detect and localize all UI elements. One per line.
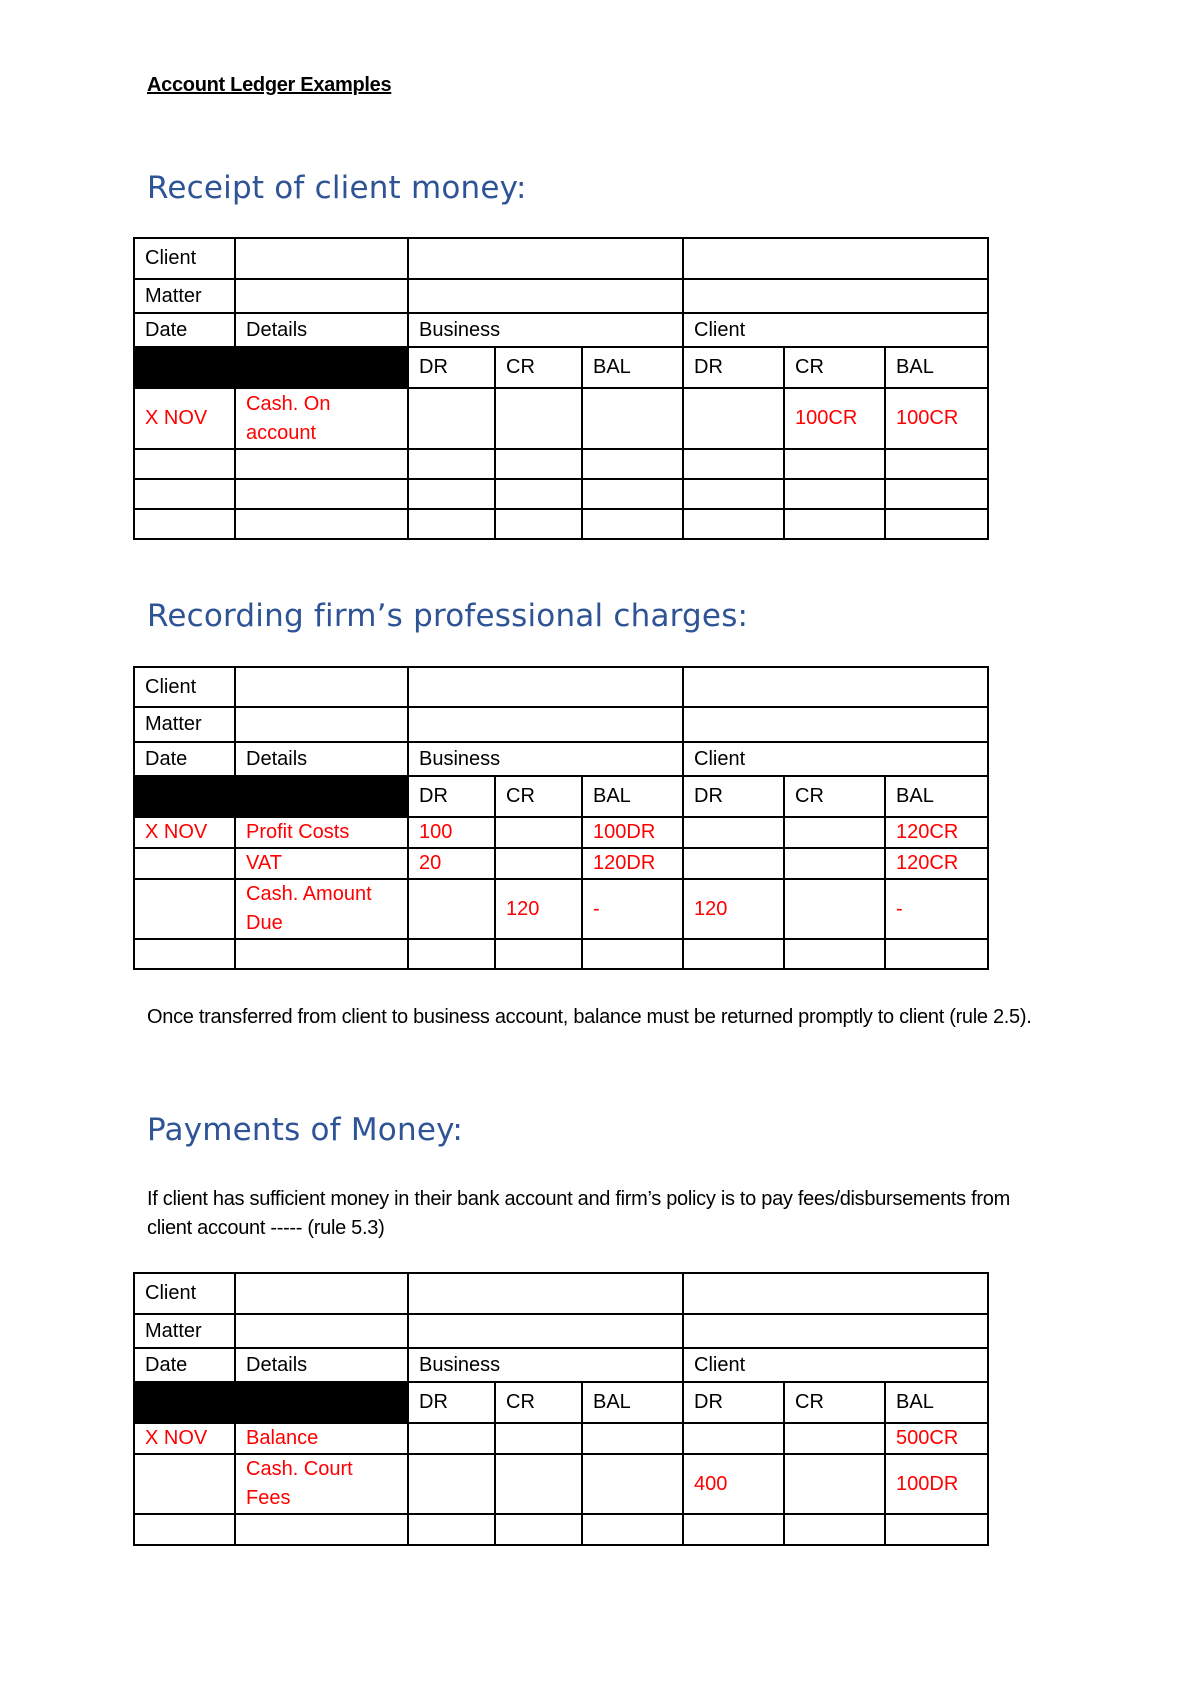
entry-details: Balance [235, 1423, 408, 1454]
matter-label: Matter [134, 279, 235, 313]
business-dr-header: DR [408, 347, 495, 388]
entry-business-cr [495, 1454, 582, 1514]
entry-business-bal: 120DR [582, 848, 683, 879]
entry-client-cr [784, 449, 885, 479]
matter-client-cell [683, 279, 988, 313]
ledger-table-receipt [133, 237, 989, 540]
entry-date: X NOV [134, 817, 235, 848]
client-dr-header: DR [683, 776, 784, 817]
entry-client-bal: - [885, 879, 988, 939]
entry-business-dr: 20 [408, 848, 495, 879]
entry-business-bal [582, 939, 683, 969]
ledger-row [134, 479, 988, 509]
client-group-header: Client [683, 1348, 988, 1382]
blacked-out-cell [235, 1382, 408, 1423]
entry-business-dr [408, 939, 495, 969]
entry-client-dr [683, 509, 784, 539]
entry-client-dr [683, 817, 784, 848]
entry-business-bal [582, 449, 683, 479]
section-heading-receipt: Receipt of client money: [147, 170, 527, 206]
client-group-header: Client [683, 313, 988, 347]
business-bal-header: BAL [582, 347, 683, 388]
blacked-out-cell [134, 347, 235, 388]
details-header: Details [235, 313, 408, 347]
entry-date [134, 449, 235, 479]
entry-business-dr [408, 479, 495, 509]
entry-client-bal: 500CR [885, 1423, 988, 1454]
client-client-cell [683, 667, 988, 707]
entry-client-bal [885, 449, 988, 479]
section-heading-payments: Payments of Money: [147, 1112, 464, 1148]
column-group-header-row [134, 742, 988, 776]
blacked-out-cell [134, 1382, 235, 1423]
entry-client-bal [885, 939, 988, 969]
entry-business-dr [408, 879, 495, 939]
matter-business-cell [408, 279, 683, 313]
entry-client-cr [784, 1514, 885, 1545]
entry-client-bal: 100CR [885, 388, 988, 449]
client-dr-header: DR [683, 1382, 784, 1423]
entry-business-dr [408, 509, 495, 539]
entry-client-cr [784, 879, 885, 939]
entry-date [134, 939, 235, 969]
business-group-header: Business [408, 742, 683, 776]
business-dr-header: DR [408, 1382, 495, 1423]
entry-business-dr: 100 [408, 817, 495, 848]
date-header: Date [134, 742, 235, 776]
matter-label: Matter [134, 707, 235, 742]
entry-details: Cash. On account [235, 388, 408, 449]
client-business-cell [408, 238, 683, 279]
entry-details: Profit Costs [235, 817, 408, 848]
client-label: Client [134, 238, 235, 279]
date-header: Date [134, 313, 235, 347]
entry-business-cr [495, 848, 582, 879]
entry-client-cr [784, 509, 885, 539]
ledger-row [134, 1423, 988, 1454]
ledger-table-charges [133, 666, 989, 970]
entry-business-cr [495, 509, 582, 539]
entry-business-bal: - [582, 879, 683, 939]
matter-business-cell [408, 1314, 683, 1348]
matter-row [134, 1314, 988, 1348]
entry-business-cr [495, 479, 582, 509]
entry-client-cr [784, 848, 885, 879]
business-cr-header: CR [495, 1382, 582, 1423]
entry-business-dr [408, 1423, 495, 1454]
ledger-row [134, 449, 988, 479]
matter-row [134, 279, 988, 313]
client-value [235, 1273, 408, 1314]
entry-client-dr: 400 [683, 1454, 784, 1514]
entry-business-dr [408, 449, 495, 479]
column-group-header-row [134, 313, 988, 347]
entry-business-dr [408, 1514, 495, 1545]
client-row [134, 667, 988, 707]
entry-client-cr [784, 1423, 885, 1454]
entry-client-cr [784, 1454, 885, 1514]
blacked-out-cell [235, 776, 408, 817]
entry-details: Cash. Amount Due [235, 879, 408, 939]
entry-client-cr [784, 817, 885, 848]
entry-business-cr [495, 1423, 582, 1454]
entry-client-bal [885, 509, 988, 539]
column-header-row [134, 1382, 988, 1423]
entry-client-cr: 100CR [784, 388, 885, 449]
entry-business-cr [495, 939, 582, 969]
entry-client-cr [784, 939, 885, 969]
business-bal-header: BAL [582, 1382, 683, 1423]
entry-business-cr [495, 817, 582, 848]
entry-date [134, 509, 235, 539]
business-dr-header: DR [408, 776, 495, 817]
client-business-cell [408, 667, 683, 707]
client-value [235, 238, 408, 279]
ledger-row [134, 939, 988, 969]
business-group-header: Business [408, 1348, 683, 1382]
note-paragraph: Once transferred from client to business account, balance must be returned promptly to client (rule 2.5). [147, 1006, 1032, 1028]
business-group-header: Business [408, 313, 683, 347]
section-heading-charges: Recording firm’s professional charges: [147, 598, 749, 634]
client-business-cell [408, 1273, 683, 1314]
entry-business-dr [408, 1454, 495, 1514]
entry-details [235, 509, 408, 539]
client-client-cell [683, 1273, 988, 1314]
client-client-cell [683, 238, 988, 279]
matter-row [134, 707, 988, 742]
details-header: Details [235, 1348, 408, 1382]
business-cr-header: CR [495, 347, 582, 388]
matter-client-cell [683, 1314, 988, 1348]
entry-business-cr [495, 1514, 582, 1545]
ledger-row [134, 1454, 988, 1514]
entry-details: VAT [235, 848, 408, 879]
client-row [134, 1273, 988, 1314]
business-bal-header: BAL [582, 776, 683, 817]
ledger-row [134, 1514, 988, 1545]
document-title: Account Ledger Examples [147, 74, 392, 96]
entry-client-bal: 120CR [885, 848, 988, 879]
client-bal-header: BAL [885, 347, 988, 388]
entry-date [134, 479, 235, 509]
entry-client-dr [683, 939, 784, 969]
entry-details [235, 479, 408, 509]
entry-business-cr [495, 449, 582, 479]
matter-value [235, 707, 408, 742]
ledger-row [134, 509, 988, 539]
entry-business-bal [582, 1454, 683, 1514]
blacked-out-cell [235, 347, 408, 388]
entry-business-bal: 100DR [582, 817, 683, 848]
entry-client-bal [885, 479, 988, 509]
entry-client-cr [784, 479, 885, 509]
ledger-table-payments [133, 1272, 989, 1546]
entry-client-bal [885, 1514, 988, 1545]
entry-details: Cash. Court Fees [235, 1454, 408, 1514]
entry-business-cr [495, 388, 582, 449]
business-cr-header: CR [495, 776, 582, 817]
ledger-row [134, 817, 988, 848]
entry-date [134, 1454, 235, 1514]
entry-details [235, 449, 408, 479]
column-header-row [134, 776, 988, 817]
entry-details [235, 939, 408, 969]
entry-business-cr: 120 [495, 879, 582, 939]
matter-business-cell [408, 707, 683, 742]
ledger-row [134, 879, 988, 939]
entry-client-dr [683, 1423, 784, 1454]
client-bal-header: BAL [885, 1382, 988, 1423]
entry-date: X NOV [134, 388, 235, 449]
client-cr-header: CR [784, 776, 885, 817]
client-value [235, 667, 408, 707]
entry-date [134, 879, 235, 939]
entry-client-bal: 100DR [885, 1454, 988, 1514]
entry-client-dr [683, 479, 784, 509]
entry-business-bal [582, 509, 683, 539]
entry-business-bal [582, 388, 683, 449]
entry-business-dr [408, 388, 495, 449]
entry-client-dr [683, 1514, 784, 1545]
entry-business-bal [582, 1514, 683, 1545]
matter-value [235, 279, 408, 313]
matter-label: Matter [134, 1314, 235, 1348]
client-dr-header: DR [683, 347, 784, 388]
entry-client-dr [683, 449, 784, 479]
entry-client-dr: 120 [683, 879, 784, 939]
entry-date [134, 1514, 235, 1545]
client-cr-header: CR [784, 1382, 885, 1423]
details-header: Details [235, 742, 408, 776]
date-header: Date [134, 1348, 235, 1382]
matter-client-cell [683, 707, 988, 742]
client-label: Client [134, 1273, 235, 1314]
client-bal-header: BAL [885, 776, 988, 817]
entry-date: X NOV [134, 1423, 235, 1454]
client-row [134, 238, 988, 279]
blacked-out-cell [134, 776, 235, 817]
ledger-row [134, 848, 988, 879]
matter-value [235, 1314, 408, 1348]
entry-business-bal [582, 479, 683, 509]
entry-client-dr [683, 388, 784, 449]
ledger-row [134, 388, 988, 449]
entry-date [134, 848, 235, 879]
entry-client-bal: 120CR [885, 817, 988, 848]
client-group-header: Client [683, 742, 988, 776]
client-cr-header: CR [784, 347, 885, 388]
column-group-header-row [134, 1348, 988, 1382]
entry-details [235, 1514, 408, 1545]
client-label: Client [134, 667, 235, 707]
entry-business-bal [582, 1423, 683, 1454]
intro-paragraph: If client has sufficient money in their bank account and firm’s policy is to pay fees/disbursements from client account ----- (rule 5.3) [147, 1188, 1010, 1239]
column-header-row [134, 347, 988, 388]
entry-client-dr [683, 848, 784, 879]
